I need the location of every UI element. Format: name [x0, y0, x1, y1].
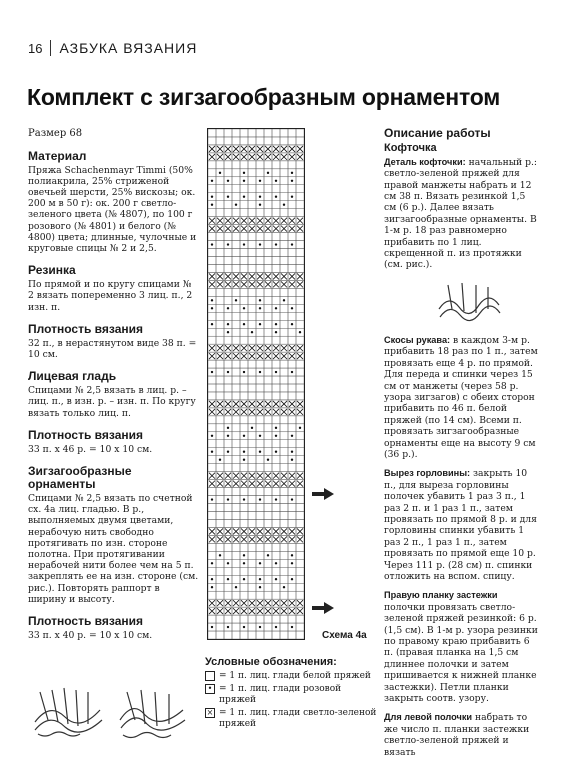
header-divider — [50, 40, 51, 56]
page-header — [28, 40, 197, 56]
section-text: 32 п., в нерастянутом виде 38 п. = 10 см. — [28, 337, 197, 360]
chart-grid — [208, 129, 304, 639]
section-heading: Материал — [28, 148, 87, 163]
instructions-paragraph: Деталь кофточки: начальный р.: светло-зеленой пряжей для правой манжеты набрать и 12 см 38 п. Вязать резинкой 1,5 см (6 р.). Далее вязать зигзагообразные орнаменты. В 1-м р. 18 раз равномерно прибавить по 1 лиц. скрещенной п. из протяжки (см. рис.). — [384, 156, 537, 271]
section-zigzag — [28, 465, 200, 605]
section-text: 33 п. х 40 р. = 10 х 10 см. — [28, 629, 153, 641]
legend-item — [205, 708, 380, 730]
section-text: По прямой и по кругу спицами № 2 вязать попеременно 3 лиц. п., 2 изн. п. — [28, 279, 193, 313]
knitting-illustration-1 — [30, 672, 110, 742]
legend-item — [205, 684, 380, 706]
section-heading: Плотность вязания — [28, 613, 144, 628]
arrow-right-icon — [312, 488, 334, 500]
size-label: Размер 68 — [28, 128, 83, 139]
page-title: Комплект с зигзагообразным орнаментом — [27, 84, 501, 110]
instructions-heading: Описание работы — [384, 126, 491, 140]
instructions-subheading: Кофточка — [384, 142, 437, 155]
page-number: 16 — [28, 40, 43, 56]
instructions-paragraph: Для левой полочки набрать то же число п. планки застежки светло-зеленой пряжей и вязать — [384, 712, 530, 757]
white-square-icon — [205, 671, 215, 681]
legend-text: = 1 п. лиц. глади белой пряжей — [219, 671, 371, 681]
section-heading: Лицевая гладь — [28, 369, 117, 384]
section-heading: Плотность вязания — [28, 427, 144, 442]
instructions-paragraph: Правую планку застежки полочки провязать светло-зеленой пряжей резинкой: 6 р. (1,5 см). В 1-м р. узора резинки по правому краю прибавить 6 п. (правая планка на 1,5 см длиннее полочки и затем пришивается к нижней планке застежки). Петли планки закрыть соотв. узору. — [384, 590, 538, 705]
section-heading: Зигзагообразные орнаменты — [28, 463, 132, 491]
section-rib — [28, 264, 200, 313]
knitting-illustration-2 — [115, 680, 190, 745]
section-gauge-rib — [28, 323, 200, 360]
legend — [205, 656, 380, 732]
section-gauge-stockinette — [28, 429, 200, 455]
arrow-right-icon — [312, 602, 334, 614]
section-material — [28, 150, 200, 255]
instructions-column — [384, 128, 540, 757]
section-stockinette — [28, 370, 200, 419]
section-text: Спицами № 2,5 вязать по счетной сх. 4а лиц. гладью. В р., выполняемых двумя цветами, нерабочую нить свободно протягивать по изн. стороне полотна. При протягивании нерабочей нити более чем на 5 п. закреплять ее на изн. стороне (см. рис.). Повторять раппорт в ширину и высоту. — [28, 492, 199, 605]
legend-text: = 1 п. лиц. глади светло-зеленой пряжей — [219, 708, 377, 729]
dot-icon: • — [205, 684, 215, 694]
section-heading: Плотность вязания — [28, 321, 144, 336]
section-gauge-zigzag — [28, 615, 200, 641]
instructions-paragraph: Скосы рукава: в каждом 3-м р. прибавить 18 раз по 1 п., затем провязать еще 4 р. по прямой. Для переда и спинки через 15 см от манжеты (через 58 р. узора зигзагов) с обеих сторон прибавить по 46 п. белой пряжей (по 14 см). Всеми п. провязать зигзагообразные орнаменты еще на высоту 9 см (36 р.). — [384, 334, 538, 460]
knitting-chart — [207, 128, 305, 640]
legend-text: = 1 п. лиц. глади розовой пряжей — [219, 684, 342, 705]
legend-title: Условные обозначения: — [205, 656, 337, 668]
cross-icon: × — [206, 708, 214, 717]
materials-column — [28, 128, 200, 651]
knitting-detail-illustration — [434, 279, 504, 327]
chart-label: Схема 4а — [322, 630, 367, 641]
section-text: Спицами № 2,5 вязать в лиц. р. – лиц. п., в изн. р. – изн. п. По кругу вязать только лиц. п. — [28, 385, 196, 419]
legend-item — [205, 671, 380, 682]
section-text: Пряжа Schachenmayr Timmi (50% полиакрила, 25% стриженой овечьей шерсти, 25% вискозы; ок. 200 м в 50 г): ок. 200 г светло-зеленого цвета (№ 4807), по 100 г розового (№ 4801) и белого (№ 4800) цвета; длинные, чулочные и круговые спицы № 2 и 2,5. — [28, 164, 197, 254]
section-title: АЗБУКА ВЯЗАНИЯ — [59, 40, 198, 56]
section-text: 33 п. х 46 р. = 10 х 10 см. — [28, 443, 153, 455]
instructions-paragraph: Вырез горловины: закрыть 10 п., для выреза горловины полочек убавить 1 раз 3 п., 1 раз 2 п. и 1 раз 1 п., затем провязать по прямой 8 р. и для горловины спинки убавить 1 раз 2 п., 1 раз 1 п., затем провязать по прямой еще 10 р. Через 111 р. (28 см) п. спинки отложить на вспом. спицу. — [384, 468, 537, 582]
section-heading: Резинка — [28, 263, 76, 278]
